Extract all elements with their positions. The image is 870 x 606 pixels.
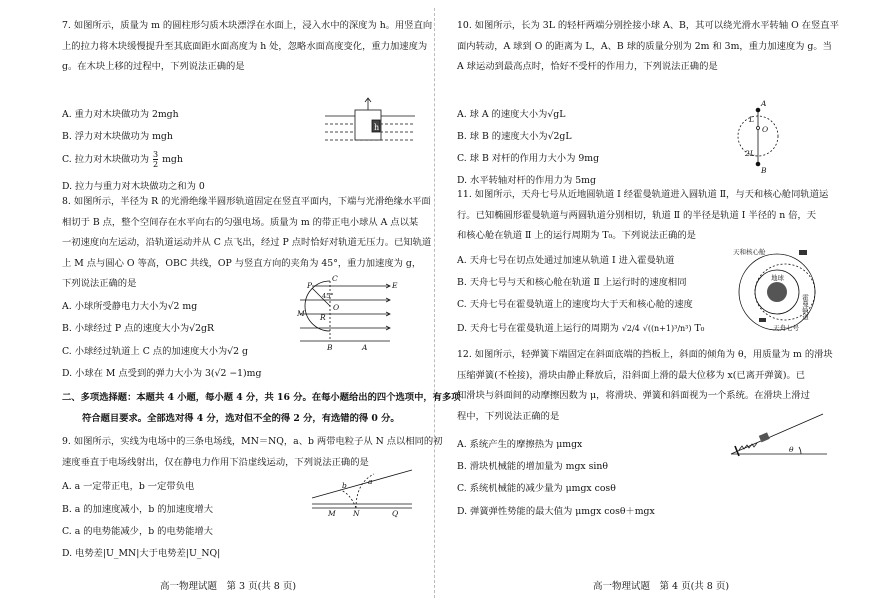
footer-page-3: 高一物理试题 第 3 页(共 8 页) — [160, 581, 297, 592]
q10-fig-b: B — [761, 166, 767, 175]
q11-figure — [733, 244, 825, 336]
q12-option-d: D. 弹簧弹性势能的最大值为 μmgx cosθ＋mgx — [457, 506, 655, 517]
q12-line: 压缩弹簧(不栓接)，滑块由静止释放后，沿斜面上滑的最大位移为 x(已离开弹簧)。已 — [457, 369, 806, 381]
q12-fig-theta: θ — [789, 445, 794, 454]
q9-stem — [62, 432, 443, 473]
q8-line: 上 M 点与圆心 O 等高，OBC 共线，OP 与竖直方向的夹角为 45°，重力加速度为 g， — [62, 257, 422, 269]
q7-option-c: C. 拉力对木块做功为 $\frac{3}{2}$ mgh — [62, 150, 183, 169]
q9-fig-b: b — [342, 481, 347, 490]
q12-line: 12. 如图所示，轻弹簧下端固定在斜面底端的挡板上，斜面的倾角为 θ，用质量为 m 的滑块 — [457, 349, 833, 360]
q12-line: 程中，下列说法正确的是 — [457, 410, 560, 422]
q7-line: 7. 如图所示，质量为 m 的圆柱形匀质木块漂浮在水面上，浸入水中的深度为 h。用竖直向 — [62, 20, 433, 31]
q10-fig-l: L — [749, 115, 754, 124]
q9-fig-m: M — [328, 509, 336, 518]
q9-line: 9. 如图所示，实线为电场中的三条电场线，MN＝NQ，a、b 两带电粒子从 N 点以相同的初 — [62, 436, 443, 447]
q8-line: 一初速度向左运动，沿轨道运动并从 C 点飞出，经过 P 点时恰好对轨道无压力。已知轨道 — [62, 237, 432, 249]
q8-fig-r: R — [320, 313, 326, 322]
q7-line: g。在木块上移的过程中，下列说法正确的是 — [62, 61, 245, 73]
q9-option-b: B. a 的加速度减小，b 的加速度增大 — [62, 504, 214, 515]
q7-stem — [62, 16, 432, 78]
q9-option-c: C. a 的电势能减少，b 的电势能增大 — [62, 526, 213, 537]
q9-line: 速度垂直于电场线射出，仅在静电力作用下沿虚线运动，下列说法正确的是 — [62, 456, 369, 468]
q11-fig-tianhe: 天和核心舱 — [733, 248, 766, 256]
q11-line: 行。已知椭圆形霍曼轨道与两圆轨道分别相切，轨道 Ⅱ 的半径是轨道 Ⅰ 半径的 n 倍，天 — [457, 209, 817, 221]
q11-option-a: A. 天舟七号在切点处通过加速从轨道 Ⅰ 进入霍曼轨道 — [457, 255, 675, 266]
q11-option-c: C. 天舟七号在霍曼轨道上的速度均大于天和核心舱的速度 — [457, 299, 693, 310]
q12-option-b: B. 滑块机械能的增加量为 mgx sinθ — [457, 461, 608, 472]
q11-fig-tianzhou: 天舟七号 — [773, 324, 799, 332]
q10-figure — [733, 96, 793, 175]
q8-fig-angle: 45° — [322, 292, 334, 300]
q11-fig-huoman: 霍曼轨道 — [801, 294, 809, 320]
q8-fig-m: M — [297, 309, 305, 318]
q8-fig-e: E — [392, 281, 398, 290]
section-2-heading: 二、多项选择题：本题共 4 小题，每小题 4 分，共 16 分。在每小题给出的四个选项中，有多项 符合题目要求。全部选对得 4 分，选对但不全的得 2 分，有选错的得 0 分。 — [62, 392, 461, 424]
q8-fig-b: B — [327, 343, 333, 352]
q7-option-d: D. 拉力与重力对木块做功之和为 0 — [62, 181, 205, 192]
q10-line: 10. 如图所示，长为 3L 的轻杆两端分别拴接小球 A、B，其可以绕光滑水平转轴 O 在竖直平 — [457, 20, 839, 31]
q10-fig-2l: 2L — [745, 149, 755, 158]
q8-fig-o: O — [333, 303, 340, 312]
q9-option-d: D. 电势差|U_MN|大于电势差|U_NQ| — [62, 548, 221, 559]
q8-line: 8. 如图所示，半径为 R 的光滑绝缘半圆形轨道固定在竖直平面内，下端与光滑绝缘水平面 — [62, 196, 431, 207]
q8-figure — [290, 276, 400, 356]
q10-fig-a: A — [761, 99, 767, 108]
q10-fig-o: O — [762, 125, 769, 134]
q12-option-a: A. 系统产生的摩擦热为 μmgx — [457, 439, 583, 450]
q9-figure — [312, 468, 417, 516]
q8-option-c: C. 小球经过轨道上 C 点的加速度大小为√2 g — [62, 346, 248, 357]
q12-figure — [731, 408, 831, 458]
q8-line: 下列说法正确的是 — [62, 278, 137, 290]
q10-line: A 球运动到最高点时，恰好不受杆的作用力，下列说法正确的是 — [457, 61, 718, 73]
q11-stem — [457, 185, 828, 247]
q7-option-a: A. 重力对木块做功为 2mgh — [62, 109, 179, 120]
q8-fig-p: P — [307, 281, 313, 290]
q9-option-a: A. a 一定带正电，b 一定带负电 — [62, 481, 195, 492]
q11-option-b: B. 天舟七号与天和核心舱在轨道 Ⅱ 上运行时的速度相同 — [457, 277, 687, 288]
q11-line: 和核心舱在轨道 Ⅱ 上的运行周期为 T₀。下列说法正确的是 — [457, 230, 696, 242]
q10-option-d: D. 水平转轴对杆的作用力为 5mg — [457, 175, 596, 186]
q11-fig-earth: 地球 — [771, 274, 784, 282]
q8-option-b: B. 小球经过 P 点的速度大小为√2gR — [62, 323, 214, 334]
q11-option-d: D. 天舟七号在霍曼轨道上运行的周期为 √2/4 √((n+1)³/n³) T₀ — [457, 323, 705, 334]
q7-figure — [325, 98, 415, 150]
q9-fig-n: N — [353, 509, 360, 518]
q7-option-b: B. 浮力对木块做功为 mgh — [62, 131, 173, 142]
q7-fig-h: h — [374, 123, 380, 132]
q8-option-a: A. 小球所受静电力大小为√2 mg — [62, 301, 198, 312]
q8-option-d: D. 小球在 M 点受到的弹力大小为 3(√2 −1)mg — [62, 368, 262, 379]
q8-fig-c: C — [332, 274, 338, 283]
q10-option-c: C. 球 B 对杆的作用力大小为 9mg — [457, 153, 600, 164]
q7-line: 上的拉力将木块缓慢提升至其底面距水面高度为 h 处，忽略水面高度变化，重力加速度为 — [62, 40, 428, 52]
q9-fig-q: Q — [392, 509, 399, 518]
q8-fig-a: A — [362, 343, 368, 352]
q10-option-a: A. 球 A 的速度大小为√gL — [457, 109, 566, 120]
q8-line: 相切于 B 点，整个空间存在水平向右的匀强电场。质量为 m 的带正电小球从 A 点以某 — [62, 216, 419, 228]
page-4 — [435, 0, 870, 606]
footer-page-4: 高一物理试题 第 4 页(共 8 页) — [593, 581, 730, 592]
q12-option-c: C. 系统机械能的减少量为 μmgx cosθ — [457, 483, 616, 494]
q10-stem — [457, 16, 839, 78]
q12-line: 知滑块与斜面间的动摩擦因数为 μ，将滑块、弹簧和斜面视为一个系统。在滑块上滑过 — [457, 390, 810, 402]
q9-fig-a: a — [368, 477, 373, 486]
q10-line: 面内转动，A 球到 O 的距离为 L，A、B 球的质量分别为 2m 和 3m，重力加速度为 g。当 — [457, 40, 832, 52]
q10-option-b: B. 球 B 的速度大小为√2gL — [457, 131, 572, 142]
q11-line: 11. 如图所示，天舟七号从近地圆轨道 Ⅰ 经霍曼轨道进入圆轨道 Ⅱ，与天和核心舱同轨道运 — [457, 189, 829, 200]
